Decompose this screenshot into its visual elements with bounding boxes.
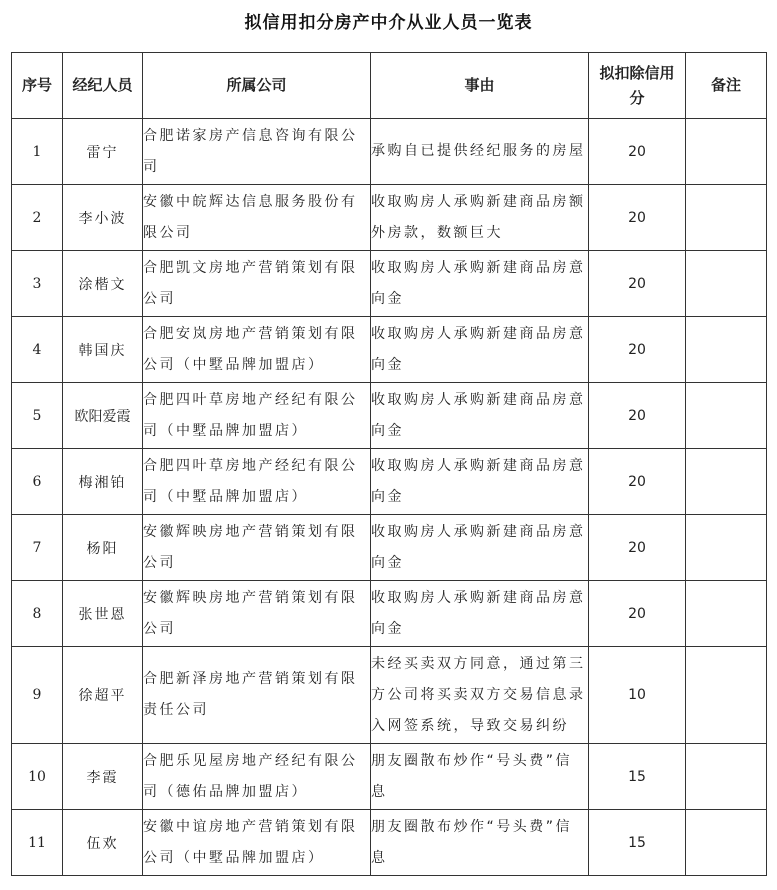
- cell-company: 合肥诺家房产信息咨询有限公司: [143, 119, 371, 185]
- cell-company: 安徽中谊房地产营销策划有限公司（中墅品牌加盟店）: [143, 810, 371, 876]
- table-row: [12, 317, 767, 383]
- header-company: 所属公司: [143, 53, 371, 119]
- cell-agent: 杨阳: [63, 515, 143, 581]
- cell-reason: 朋友圈散布炒作“号头费”信息: [371, 744, 589, 810]
- header-seq: 序号: [12, 53, 63, 119]
- table-row: [12, 810, 767, 876]
- table-row: [12, 119, 767, 185]
- cell-reason: 收取购房人承购新建商品房意向金: [371, 515, 589, 581]
- table-row: [12, 647, 767, 744]
- cell-agent: 韩国庆: [63, 317, 143, 383]
- cell-remarks: [686, 810, 767, 876]
- cell-remarks: [686, 317, 767, 383]
- cell-seq: 11: [12, 810, 63, 876]
- cell-company: 合肥新泽房地产营销策划有限责任公司: [143, 647, 371, 744]
- cell-remarks: [686, 449, 767, 515]
- cell-remarks: [686, 744, 767, 810]
- cell-agent: 李小波: [63, 185, 143, 251]
- cell-deduction: 20: [589, 251, 686, 317]
- cell-reason: 收取购房人承购新建商品房意向金: [371, 317, 589, 383]
- cell-remarks: [686, 251, 767, 317]
- cell-company: 合肥四叶草房地产经纪有限公司（中墅品牌加盟店）: [143, 383, 371, 449]
- cell-seq: 1: [12, 119, 63, 185]
- cell-deduction: 20: [589, 383, 686, 449]
- cell-deduction: 20: [589, 581, 686, 647]
- page-title: 拟信用扣分房产中介从业人员一览表: [244, 13, 533, 33]
- cell-company: 合肥凯文房地产营销策划有限公司: [143, 251, 371, 317]
- cell-reason: 未经买卖双方同意，通过第三方公司将买卖双方交易信息录入网签系统，导致交易纠纷: [371, 647, 589, 744]
- cell-seq: 9: [12, 647, 63, 744]
- cell-deduction: 20: [589, 317, 686, 383]
- cell-company: 合肥四叶草房地产经纪有限公司（中墅品牌加盟店）: [143, 449, 371, 515]
- cell-deduction: 20: [589, 515, 686, 581]
- header-agent: 经纪人员: [63, 53, 143, 119]
- cell-company: 安徽中皖辉达信息服务股份有限公司: [143, 185, 371, 251]
- cell-agent: 雷宁: [63, 119, 143, 185]
- cell-reason: 承购自已提供经纪服务的房屋: [371, 119, 589, 185]
- cell-company: 合肥乐见屋房地产经纪有限公司（德佑品牌加盟店）: [143, 744, 371, 810]
- table-row: [12, 581, 767, 647]
- table-row: [12, 515, 767, 581]
- table-row: [12, 449, 767, 515]
- cell-reason: 收取购房人承购新建商品房意向金: [371, 383, 589, 449]
- cell-deduction: 20: [589, 185, 686, 251]
- cell-company: 安徽辉映房地产营销策划有限公司: [143, 581, 371, 647]
- cell-deduction: 20: [589, 119, 686, 185]
- cell-remarks: [686, 383, 767, 449]
- header-reason: 事由: [371, 53, 589, 119]
- cell-remarks: [686, 119, 767, 185]
- agent-table: [11, 52, 767, 876]
- header-deduction: 拟扣除信用分: [589, 53, 686, 119]
- table-row: [12, 744, 767, 810]
- cell-seq: 2: [12, 185, 63, 251]
- cell-seq: 10: [12, 744, 63, 810]
- cell-seq: 6: [12, 449, 63, 515]
- cell-reason: 收取购房人承购新建商品房意向金: [371, 449, 589, 515]
- table-header-row: [12, 53, 767, 119]
- cell-deduction: 20: [589, 449, 686, 515]
- cell-remarks: [686, 185, 767, 251]
- cell-agent: 张世恩: [63, 581, 143, 647]
- cell-agent: 梅湘铂: [63, 449, 143, 515]
- cell-remarks: [686, 581, 767, 647]
- cell-reason: 收取购房人承购新建商品房意向金: [371, 581, 589, 647]
- cell-company: 安徽辉映房地产营销策划有限公司: [143, 515, 371, 581]
- cell-agent: 涂楷文: [63, 251, 143, 317]
- header-remarks: 备注: [686, 53, 767, 119]
- cell-deduction: 10: [589, 647, 686, 744]
- table-row: [12, 185, 767, 251]
- cell-remarks: [686, 515, 767, 581]
- cell-reason: 收取购房人承购新建商品房意向金: [371, 251, 589, 317]
- cell-deduction: 15: [589, 810, 686, 876]
- cell-seq: 4: [12, 317, 63, 383]
- cell-seq: 7: [12, 515, 63, 581]
- cell-remarks: [686, 647, 767, 744]
- cell-agent: 李霞: [63, 744, 143, 810]
- cell-company: 合肥安岚房地产营销策划有限公司（中墅品牌加盟店）: [143, 317, 371, 383]
- cell-agent: 欧阳爱霞: [63, 383, 143, 449]
- cell-seq: 5: [12, 383, 63, 449]
- cell-deduction: 15: [589, 744, 686, 810]
- cell-seq: 3: [12, 251, 63, 317]
- cell-seq: 8: [12, 581, 63, 647]
- cell-agent: 伍欢: [63, 810, 143, 876]
- cell-agent: 徐超平: [63, 647, 143, 744]
- table-row: [12, 251, 767, 317]
- cell-reason: 收取购房人承购新建商品房额外房款，数额巨大: [371, 185, 589, 251]
- cell-reason: 朋友圈散布炒作“号头费”信息: [371, 810, 589, 876]
- table-row: [12, 383, 767, 449]
